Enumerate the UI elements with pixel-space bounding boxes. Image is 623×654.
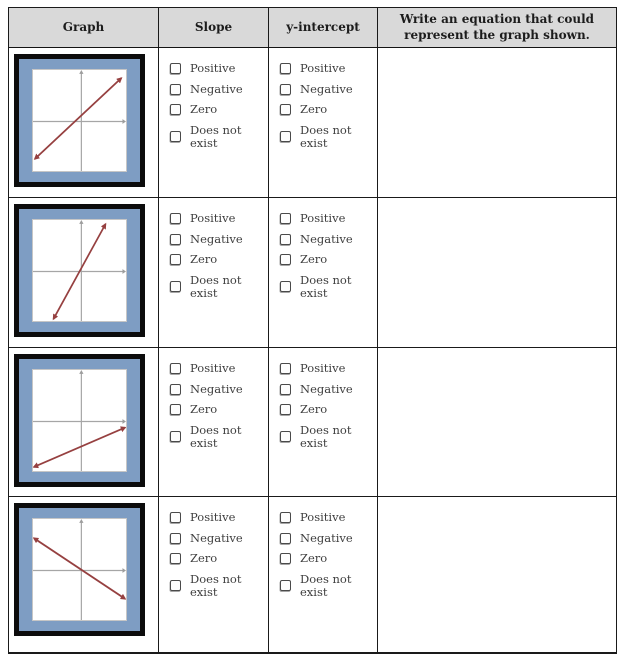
table-row [9, 198, 616, 348]
graph-plot-area [32, 69, 127, 172]
checkbox-icon[interactable] [170, 213, 181, 224]
header-graph-label: Graph [62, 19, 105, 34]
option-does-not-exist [170, 124, 264, 150]
option-label: Zero [190, 102, 218, 117]
graph-svg [33, 70, 126, 171]
option-negative [170, 532, 264, 545]
equation-answer-area[interactable] [378, 48, 616, 197]
checkbox-icon[interactable] [170, 63, 181, 74]
option-label: Positive [190, 361, 236, 376]
option-zero [170, 103, 264, 116]
checkbox-icon[interactable] [170, 363, 181, 374]
option-negative [280, 233, 373, 246]
slope-options-row2 [159, 198, 269, 347]
checkbox-icon[interactable] [170, 404, 181, 415]
header-equation-label: Write an equation that could represent the graph shown. [399, 12, 595, 42]
checkbox-icon[interactable] [280, 213, 291, 224]
option-label: Negative [300, 381, 353, 396]
table-row [9, 497, 616, 652]
header-y-intercept [269, 8, 378, 47]
checkbox-icon[interactable] [170, 553, 181, 564]
y-axis-arrow-icon [79, 370, 83, 374]
checkbox-icon[interactable] [170, 84, 181, 95]
slope-options-row1 [159, 48, 269, 197]
table-row [9, 48, 616, 198]
option-negative [280, 383, 373, 396]
graph-frame [19, 359, 140, 482]
option-label: Zero [300, 252, 328, 267]
checkbox-icon[interactable] [280, 254, 291, 265]
option-label: Zero [190, 252, 218, 267]
header-slope-label: Slope [194, 19, 233, 34]
option-zero [170, 552, 264, 565]
checkbox-icon[interactable] [280, 234, 291, 245]
option-label: Does not exist [190, 122, 242, 150]
option-negative [280, 83, 373, 96]
option-negative [170, 83, 264, 96]
graph-cell-row3 [9, 348, 159, 496]
option-label: Does not exist [190, 571, 242, 599]
checkbox-icon[interactable] [170, 234, 181, 245]
graph-plot-area [32, 219, 127, 322]
checkbox-icon[interactable] [280, 384, 291, 395]
checkbox-icon[interactable] [170, 431, 181, 442]
option-label: Positive [190, 61, 236, 76]
header-y-intercept-label: y-intercept [286, 19, 360, 34]
option-does-not-exist [280, 424, 373, 450]
graph-frame [19, 59, 140, 182]
y-axis-arrow-icon [79, 70, 83, 74]
checkbox-icon[interactable] [280, 512, 291, 523]
table-header-row [9, 8, 616, 48]
option-positive [170, 511, 264, 524]
option-label: Does not exist [300, 422, 352, 450]
option-negative [170, 233, 264, 246]
option-label: Zero [300, 102, 328, 117]
graph-svg [33, 220, 126, 321]
option-does-not-exist [280, 274, 373, 300]
checkbox-icon[interactable] [170, 512, 181, 523]
option-does-not-exist [170, 573, 264, 599]
option-zero [280, 253, 373, 266]
graph-svg [33, 370, 126, 471]
option-positive [280, 511, 373, 524]
checkbox-icon[interactable] [280, 63, 291, 74]
header-slope [159, 8, 269, 47]
option-label: Zero [300, 402, 328, 417]
equation-answer-area[interactable] [378, 348, 616, 496]
option-label: Negative [190, 231, 243, 246]
option-zero [280, 103, 373, 116]
option-label: Zero [190, 402, 218, 417]
x-axis-arrow-icon [122, 119, 126, 124]
checkbox-icon[interactable] [280, 84, 291, 95]
slope-options-row3 [159, 348, 269, 496]
y-intercept-options-row4 [269, 497, 378, 652]
option-zero [280, 403, 373, 416]
graph-cell-row4 [9, 497, 159, 652]
checkbox-icon[interactable] [170, 384, 181, 395]
option-label: Positive [300, 361, 346, 376]
option-label: Positive [190, 211, 236, 226]
checkbox-icon[interactable] [280, 580, 291, 591]
option-negative [280, 532, 373, 545]
equation-answer-area[interactable] [378, 198, 616, 347]
y-intercept-options-row1 [269, 48, 378, 197]
option-label: Positive [300, 61, 346, 76]
option-does-not-exist [280, 573, 373, 599]
option-label: Negative [190, 530, 243, 545]
worksheet-table [8, 7, 617, 654]
checkbox-icon[interactable] [170, 281, 181, 292]
graph-thumbnail-row2 [14, 204, 145, 337]
option-zero [280, 552, 373, 565]
graph-thumbnail-row4 [14, 503, 145, 636]
option-does-not-exist [280, 124, 373, 150]
option-label: Negative [300, 530, 353, 545]
equation-answer-area[interactable] [378, 497, 616, 652]
checkbox-icon[interactable] [170, 131, 181, 142]
graph-thumbnail-row3 [14, 354, 145, 487]
y-axis-arrow-icon [79, 519, 83, 523]
option-label: Does not exist [300, 272, 352, 300]
graph-cell-row1 [9, 48, 159, 197]
slope-options-row4 [159, 497, 269, 652]
graph-frame [19, 508, 140, 631]
option-positive [280, 362, 373, 375]
graph-svg [33, 519, 126, 620]
graph-cell-row2 [9, 198, 159, 347]
header-graph [9, 8, 159, 47]
option-positive [170, 62, 264, 75]
table-row [9, 348, 616, 497]
graph-line [34, 538, 125, 599]
checkbox-icon[interactable] [280, 104, 291, 115]
option-label: Zero [190, 551, 218, 566]
option-label: Negative [300, 81, 353, 96]
y-axis-arrow-icon [79, 220, 83, 224]
option-positive [280, 212, 373, 225]
option-label: Positive [300, 510, 346, 525]
option-positive [170, 212, 264, 225]
option-negative [170, 383, 264, 396]
option-label: Does not exist [190, 422, 242, 450]
graph-plot-area [32, 369, 127, 472]
x-axis-arrow-icon [122, 269, 126, 274]
checkbox-icon[interactable] [280, 281, 291, 292]
option-label: Does not exist [300, 122, 352, 150]
checkbox-icon[interactable] [170, 580, 181, 591]
option-label: Negative [300, 231, 353, 246]
checkbox-icon[interactable] [280, 553, 291, 564]
option-label: Negative [190, 381, 243, 396]
checkbox-icon[interactable] [280, 404, 291, 415]
checkbox-icon[interactable] [280, 131, 291, 142]
option-label: Does not exist [190, 272, 242, 300]
checkbox-icon[interactable] [170, 254, 181, 265]
header-equation [378, 8, 616, 47]
graph-line [35, 78, 121, 159]
checkbox-icon[interactable] [280, 431, 291, 442]
option-label: Does not exist [300, 571, 352, 599]
option-label: Positive [300, 211, 346, 226]
option-positive [170, 362, 264, 375]
x-axis-arrow-icon [122, 419, 126, 424]
graph-line [34, 428, 125, 467]
graph-thumbnail-row1 [14, 54, 145, 187]
option-label: Negative [190, 81, 243, 96]
y-intercept-options-row2 [269, 198, 378, 347]
option-does-not-exist [170, 424, 264, 450]
x-axis-arrow-icon [122, 568, 126, 573]
y-intercept-options-row3 [269, 348, 378, 496]
option-positive [280, 62, 373, 75]
option-zero [170, 403, 264, 416]
option-label: Zero [300, 551, 328, 566]
option-label: Positive [190, 510, 236, 525]
option-zero [170, 253, 264, 266]
option-does-not-exist [170, 274, 264, 300]
graph-plot-area [32, 518, 127, 621]
graph-frame [19, 209, 140, 332]
checkbox-icon[interactable] [170, 533, 181, 544]
checkbox-icon[interactable] [280, 533, 291, 544]
checkbox-icon[interactable] [280, 363, 291, 374]
checkbox-icon[interactable] [170, 104, 181, 115]
